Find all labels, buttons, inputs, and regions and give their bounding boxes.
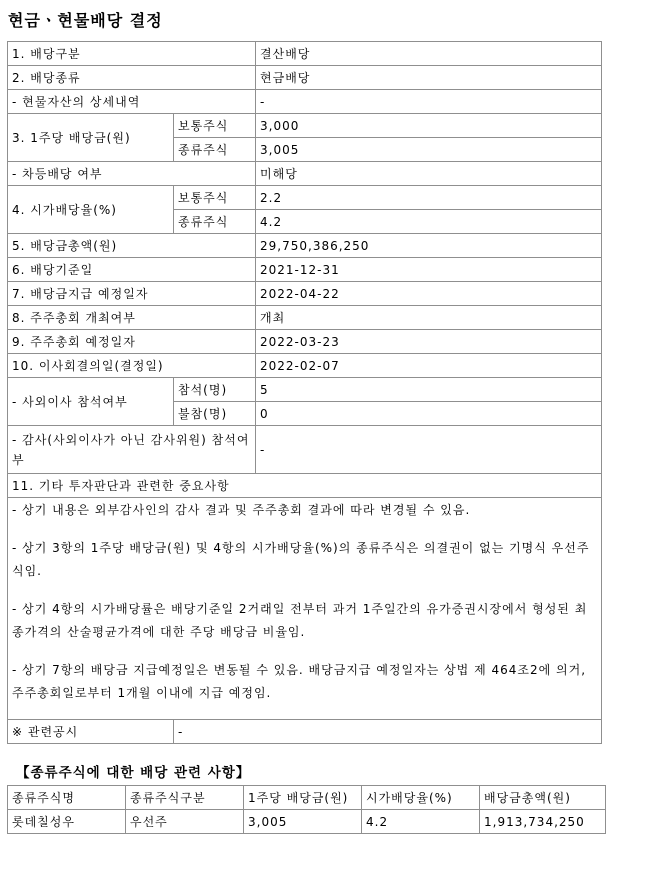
table-row [8,378,602,402]
row-label: 10. 이사회결의일(결정일) [8,354,256,378]
row-sublabel: 종류주식 [174,210,256,234]
row-sublabel: 보통주식 [174,114,256,138]
row-label: - 감사(사외이사가 아닌 감사위원) 참석여부 [8,426,256,474]
row-label: 8. 주주총회 개최여부 [8,306,256,330]
row-value: 0 [256,402,602,426]
table-cell: 롯데칠성우 [8,810,126,834]
column-header: 시가배당율(%) [362,786,480,810]
table-row [8,354,602,378]
row-label: ※ 관련공시 [8,720,174,744]
row-value: 2022-03-23 [256,330,602,354]
table-row [8,162,602,186]
note-text: - 상기 3항의 1주당 배당금(원) 및 4항의 시가배당율(%)의 종류주식은 의결권이 없는 기명식 우선주식임. [12,540,590,578]
row-label: 9. 주주총회 예정일자 [8,330,256,354]
row-value: 2.2 [256,186,602,210]
row-label: 6. 배당기준일 [8,258,256,282]
row-label: 4. 시가배당율(%) [8,186,174,234]
row-label: 3. 1주당 배당금(원) [8,114,174,162]
row-label: 2. 배당종류 [8,66,256,90]
table-row [8,66,602,90]
table-row [8,330,602,354]
row-sublabel: 종류주식 [174,138,256,162]
table-row [8,90,602,114]
table-row [8,282,602,306]
notes-cell [8,498,602,720]
preferred-stock-section-title: 【종류주식에 대한 배당 관련 사항】 [16,765,251,781]
page-title: 현금ㆍ현물배당 결정 [8,11,163,30]
row-label: - 현물자산의 상세내역 [8,90,256,114]
row-label: - 사외이사 참석여부 [8,378,174,426]
row-label: - 차등배당 여부 [8,162,256,186]
column-header: 배당금총액(원) [480,786,606,810]
row-value: 개최 [256,306,602,330]
table-cell: 1,913,734,250 [480,810,606,834]
row-value: 2022-04-22 [256,282,602,306]
row-value: - [256,90,602,114]
table-row [8,42,602,66]
row-value: - [256,426,602,474]
table-row [8,498,602,720]
note-text: - 상기 4항의 시가배당률은 배당기준일 2거래일 전부터 과거 1주일간의 유가증권시장에서 형성된 최종가격의 산술평균가격에 대한 주당 배당금 비율임. [12,601,588,639]
column-header: 종류주식구분 [126,786,244,810]
table-row [8,306,602,330]
table-row [8,720,602,744]
table-row [8,426,602,474]
table-cell: 우선주 [126,810,244,834]
row-value: 현금배당 [256,66,602,90]
row-value: 3,005 [256,138,602,162]
table-row [8,234,602,258]
column-header: 종류주식명 [8,786,126,810]
table-row [8,810,606,834]
preferred-stock-dividend-table [7,785,606,834]
column-header: 1주당 배당금(원) [244,786,362,810]
row-sublabel: 참석(명) [174,378,256,402]
row-value: 29,750,386,250 [256,234,602,258]
row-label: 5. 배당금총액(원) [8,234,256,258]
table-cell: 4.2 [362,810,480,834]
table-row [8,114,602,138]
row-label: 7. 배당금지급 예정일자 [8,282,256,306]
table-cell: 3,005 [244,810,362,834]
row-value: 4.2 [256,210,602,234]
row-value: 결산배당 [256,42,602,66]
row-value: 미해당 [256,162,602,186]
row-value: 3,000 [256,114,602,138]
row-sublabel: 보통주식 [174,186,256,210]
table-row [8,258,602,282]
row-sublabel: 불참(명) [174,402,256,426]
note-text: - 상기 7항의 배당금 지급예정일은 변동될 수 있음. 배당금지급 예정일자는 상법 제 464조2에 의거, 주주총회일로부터 1개월 이내에 지급 예정임. [12,662,587,700]
table-header-row [8,786,606,810]
note-text: - 상기 내용은 외부감사인의 감사 결과 및 주주총회 결과에 따라 변경될 수 있음. [12,503,471,517]
row-label: 11. 기타 투자판단과 관련한 중요사항 [8,474,602,498]
row-value: 5 [256,378,602,402]
row-value: 2021-12-31 [256,258,602,282]
dividend-decision-table [7,41,602,744]
table-row [8,186,602,210]
table-row [8,474,602,498]
row-label: 1. 배당구분 [8,42,256,66]
row-value: - [174,720,602,744]
row-value: 2022-02-07 [256,354,602,378]
